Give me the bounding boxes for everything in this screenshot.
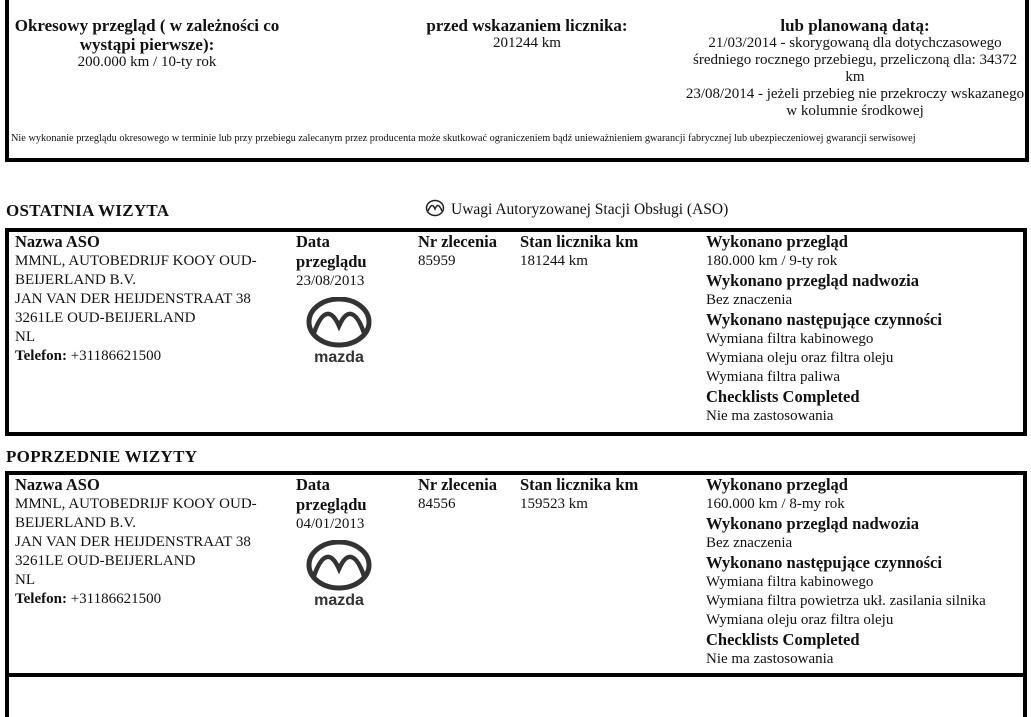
phone-label: Telefon: <box>15 348 67 364</box>
action-item: Wymiana oleju oraz filtra oleju <box>706 350 894 366</box>
aso-city: 3261LE OUD-BEIJERLAND <box>15 553 196 569</box>
mazda-wordmark: mazda <box>314 592 364 608</box>
interval-column <box>13 16 281 71</box>
aso-info <box>15 475 290 609</box>
odometer-due-heading: przed wskazaniem licznika: <box>426 16 628 35</box>
phone-value: +31186621500 <box>70 591 162 607</box>
checklists-value: Nie ma zastosowania <box>706 408 834 424</box>
mazda-logo <box>304 540 374 608</box>
aso-name-label: Nazwa ASO <box>15 232 100 251</box>
action-item: Wymiana oleju oraz filtra oleju <box>706 612 894 628</box>
aso-remarks-label: Uwagi Autoryzowanej Stacji Obsługi (ASO) <box>451 201 729 218</box>
date-column <box>296 232 391 365</box>
body-service-label: Wykonano przegląd nadwozia <box>706 514 920 533</box>
next-visit-card-partial <box>5 673 1027 717</box>
aso-name-label: Nazwa ASO <box>15 475 100 494</box>
service-value: 180.000 km / 9-ty rok <box>706 253 838 269</box>
service-interval-box <box>5 0 1029 162</box>
actions-label: Wykonano następujące czynności <box>706 553 942 572</box>
body-service-label: Wykonano przegląd nadwozia <box>706 271 920 290</box>
order-label: Nr zlecenia <box>418 232 497 251</box>
date-due-planned: 23/08/2014 - jeżeli przebieg nie przekroczy wskazanego w kolumnie środkowej <box>685 86 1025 119</box>
last-visit-card <box>5 228 1027 436</box>
action-item: Wymiana filtra kabinowego <box>706 574 874 590</box>
aso-phone <box>15 590 290 609</box>
body-service-value: Bez znaczenia <box>706 292 793 308</box>
aso-name: MMNL, AUTOBEDRIJF KOOY OUD-BEIJERLAND B.V. <box>15 253 257 288</box>
interval-heading: Okresowy przegląd ( w zależności co wystąpi pierwsze): <box>14 16 280 54</box>
odometer-label: Stan licznika km <box>520 232 639 251</box>
odometer-column <box>520 232 690 271</box>
previous-visits-title: POPRZEDNIE WIZYTY <box>6 447 198 466</box>
aso-info <box>15 232 290 366</box>
aso-country: NL <box>15 329 35 345</box>
action-item: Wymiana filtra kabinowego <box>706 331 874 347</box>
date-due-column <box>685 16 1025 120</box>
mazda-logo-icon <box>425 199 445 217</box>
odometer-due-column <box>393 16 661 52</box>
checklists-value: Nie ma zastosowania <box>706 651 834 667</box>
phone-label: Telefon: <box>15 591 67 607</box>
action-item: Wymiana filtra paliwa <box>706 369 841 385</box>
checklists-label: Checklists Completed <box>706 387 860 406</box>
previous-visit-card <box>5 471 1027 677</box>
aso-phone <box>15 347 290 366</box>
odometer-due-value: 201244 km <box>493 35 561 51</box>
odometer-column <box>520 475 690 514</box>
order-label: Nr zlecenia <box>418 475 497 494</box>
phone-value: +31186621500 <box>70 348 162 364</box>
last-visit-title: OSTATNIA WIZYTA <box>6 201 170 220</box>
order-column <box>418 475 513 514</box>
service-value: 160.000 km / 8-my rok <box>706 496 845 512</box>
mazda-wordmark: mazda <box>314 349 364 365</box>
date-column <box>296 475 391 608</box>
date-label: Data przeglądu <box>296 232 367 271</box>
odometer-value: 181244 km <box>520 253 588 269</box>
aso-street: JAN VAN DER HEIJDENSTRAAT 38 <box>15 291 251 307</box>
service-date: 04/01/2013 <box>296 516 365 532</box>
body-service-value: Bez znaczenia <box>706 535 793 551</box>
service-label: Wykonano przegląd <box>706 475 848 494</box>
aso-street: JAN VAN DER HEIJDENSTRAAT 38 <box>15 534 251 550</box>
order-number: 84556 <box>418 496 456 512</box>
date-due-corrected: 21/03/2014 - skorygowaną dla dotychczasowego średniego rocznego przebiegu, przeliczoną dla: 34372 km <box>692 35 1018 85</box>
actions-label: Wykonano następujące czynności <box>706 310 942 329</box>
service-label: Wykonano przegląd <box>706 232 848 251</box>
date-due-heading: lub planowaną datą: <box>780 16 930 35</box>
checklists-label: Checklists Completed <box>706 630 860 649</box>
interval-value: 200.000 km / 10-ty rok <box>77 54 217 70</box>
service-details <box>706 232 1021 426</box>
order-column <box>418 232 513 271</box>
service-date: 23/08/2013 <box>296 273 365 289</box>
mazda-logo <box>304 297 374 365</box>
order-number: 85959 <box>418 253 456 269</box>
aso-name: MMNL, AUTOBEDRIJF KOOY OUD-BEIJERLAND B.V. <box>15 496 257 531</box>
warranty-note: Nie wykonanie przeglądu okresowego w terminie lub przy przebiegu zalecanym przez producenta może skutkować ograniczeniem bądź unieważnieniem gwarancji fabrycznej lub ubezpieczeniowej gwarancji serwisowej <box>11 133 916 144</box>
odometer-value: 159523 km <box>520 496 588 512</box>
aso-city: 3261LE OUD-BEIJERLAND <box>15 310 196 326</box>
odometer-label: Stan licznika km <box>520 475 639 494</box>
aso-country: NL <box>15 572 35 588</box>
action-item: Wymiana filtra powietrza ukł. zasilania silnika <box>706 593 986 609</box>
service-details <box>706 475 1021 669</box>
aso-remarks <box>425 199 728 219</box>
date-label: Data przeglądu <box>296 475 367 514</box>
